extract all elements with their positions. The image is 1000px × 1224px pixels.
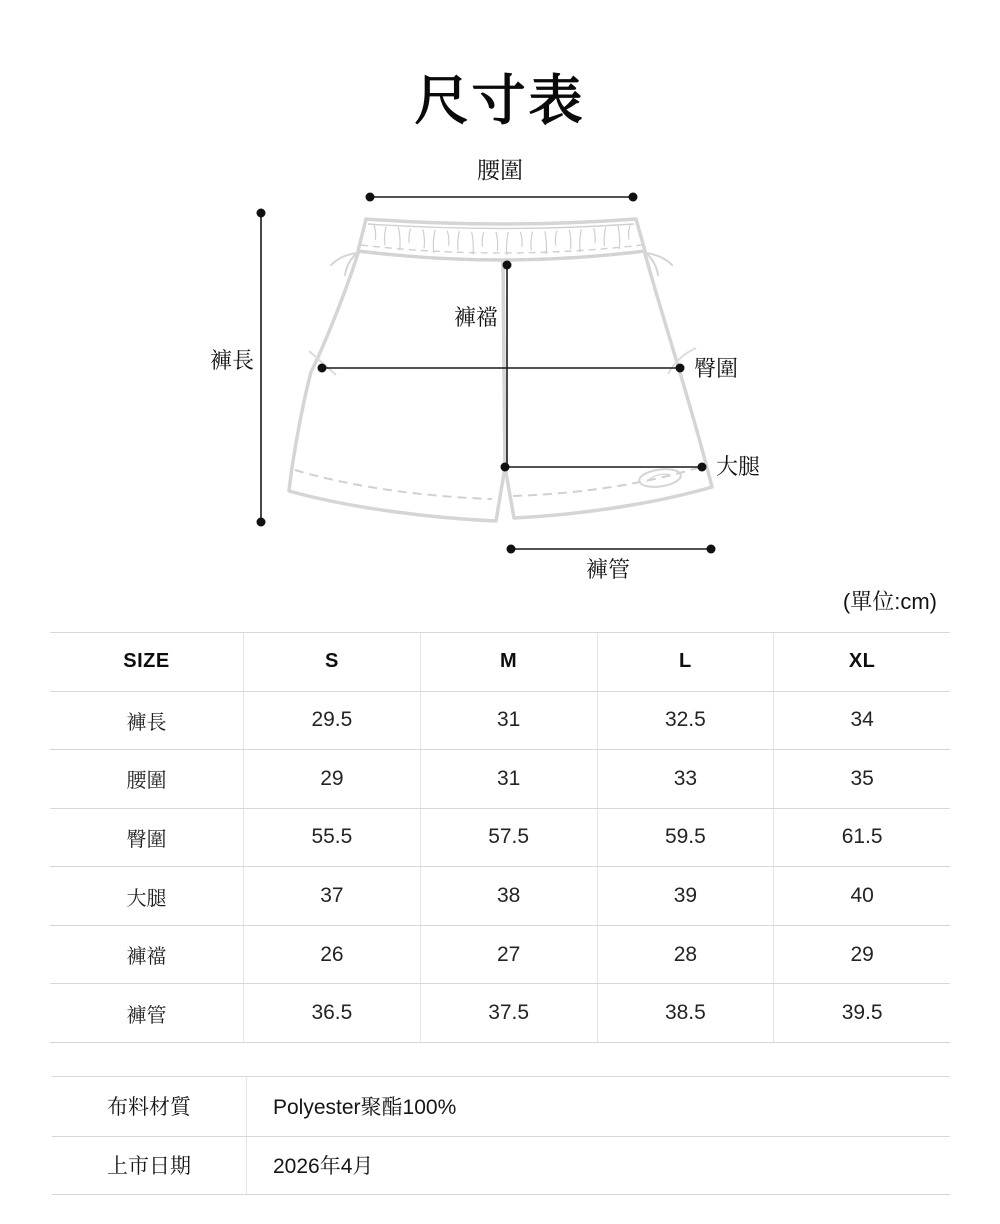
table-row: [50, 866, 950, 925]
table-cell: 35: [773, 750, 950, 808]
info-label: 上市日期: [107, 1155, 191, 1179]
crotch-label: 褲襠: [453, 305, 498, 330]
leg-opening-label: 褲管: [585, 557, 630, 582]
table-cell: 38.5: [597, 984, 774, 1042]
shorts-illustration: [289, 219, 712, 521]
size-table-header-cell: L: [597, 633, 774, 691]
table-row: [50, 983, 950, 1042]
row-label: 褲管: [126, 1004, 167, 1027]
row-label: 大腿: [126, 887, 167, 910]
table-row: [50, 925, 950, 984]
row-label: 褲襠: [126, 946, 167, 969]
row-label: 腰圍: [126, 770, 167, 793]
table-cell: 34: [773, 692, 950, 750]
table-cell: 32.5: [597, 692, 774, 750]
row-label: 臀圍: [126, 828, 167, 851]
table-row: [52, 1136, 950, 1195]
size-table-header-row: [50, 632, 950, 691]
table-cell: 39.5: [773, 984, 950, 1042]
table-cell: 31: [420, 750, 597, 808]
length-label: 褲長: [209, 348, 254, 373]
info-label: 布料材質: [107, 1096, 191, 1120]
row-label: 褲長: [126, 711, 167, 734]
size-table-header-cell: M: [420, 633, 597, 691]
table-cell: 29: [243, 750, 420, 808]
table-row: [52, 1077, 950, 1136]
table-cell: 55.5: [243, 809, 420, 867]
table-cell: 61.5: [773, 809, 950, 867]
table-cell: 37: [243, 867, 420, 925]
table-cell: 28: [597, 926, 774, 984]
table-cell: 57.5: [420, 809, 597, 867]
size-table-header-cell: XL: [773, 633, 950, 691]
table-cell: 36.5: [243, 984, 420, 1042]
table-cell: 40: [773, 867, 950, 925]
table-cell: 33: [597, 750, 774, 808]
table-cell: 38: [420, 867, 597, 925]
table-row: [50, 691, 950, 750]
table-cell: 29: [773, 926, 950, 984]
size-table-header-cell: SIZE: [123, 650, 170, 673]
table-cell: 59.5: [597, 809, 774, 867]
table-cell: 39: [597, 867, 774, 925]
table-cell: 31: [420, 692, 597, 750]
size-table: [50, 632, 950, 1043]
table-cell: 26: [243, 926, 420, 984]
table-row: [50, 749, 950, 808]
hip-label: 臀圍: [694, 356, 739, 381]
info-value: Polyester聚酯100%: [246, 1077, 950, 1136]
size-table-header-cell: S: [243, 633, 420, 691]
table-cell: 27: [420, 926, 597, 984]
unit-note: (單位:cm): [842, 589, 937, 614]
page-title: 尺寸表: [414, 71, 586, 131]
table-cell: 29.5: [243, 692, 420, 750]
table-cell: 37.5: [420, 984, 597, 1042]
thigh-label: 大腿: [716, 454, 761, 479]
product-info-table: [52, 1076, 950, 1195]
waist-label: 腰圍: [477, 157, 523, 183]
table-row: [50, 808, 950, 867]
info-value: 2026年4月: [246, 1137, 950, 1195]
